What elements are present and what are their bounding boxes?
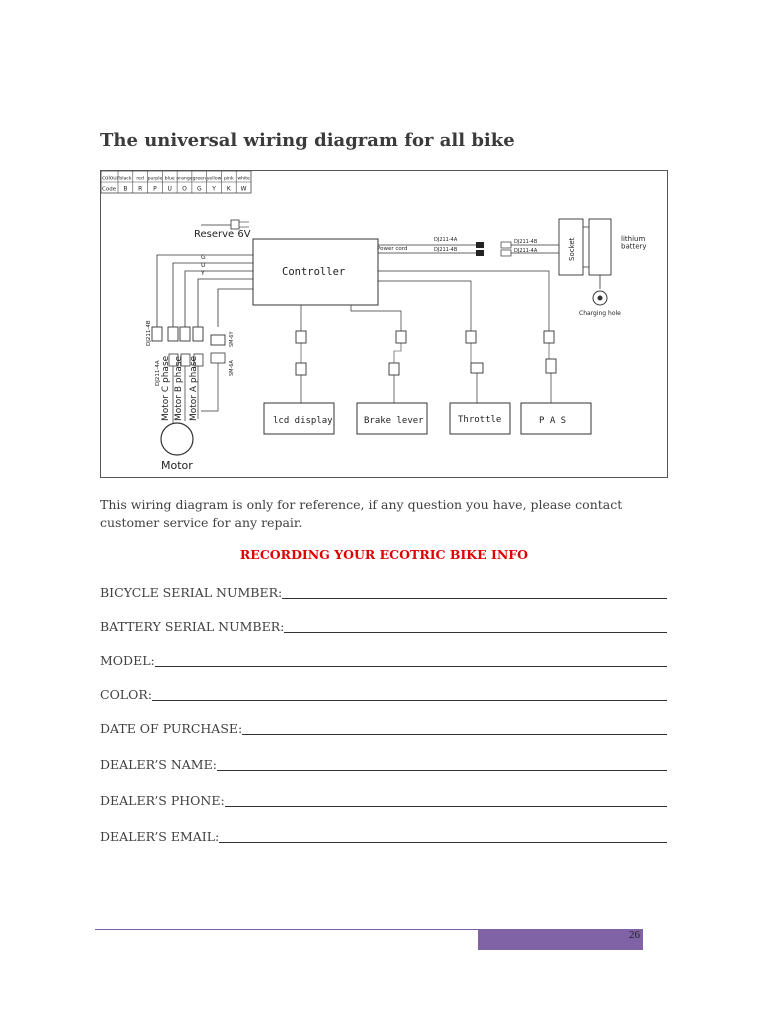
reserve-connector-icon bbox=[231, 220, 239, 229]
power-cord-label: Power cord bbox=[377, 246, 408, 252]
power-connector-icon bbox=[476, 242, 484, 248]
colour-name: black bbox=[119, 176, 132, 182]
motor-a-phase: Motor A phase bbox=[189, 355, 199, 421]
throttle-label: Throttle bbox=[458, 415, 502, 425]
brake-lever-label: Brake lever bbox=[364, 416, 424, 426]
socket-label: Socket bbox=[568, 237, 576, 261]
info-field-label: COLOR: bbox=[100, 687, 152, 702]
battery-connector-label: DJ211-4B bbox=[434, 247, 458, 253]
phase-g: G bbox=[201, 254, 206, 261]
colour-code: U bbox=[167, 185, 172, 193]
colour-name: white bbox=[237, 176, 250, 182]
colour-name: yellow bbox=[206, 176, 222, 182]
info-field[interactable] bbox=[100, 717, 667, 737]
info-field-label: DEALER’S NAME: bbox=[100, 757, 217, 772]
page-number: 26 bbox=[629, 929, 640, 941]
info-field-label: DATE OF PURCHASE: bbox=[100, 721, 243, 736]
info-field[interactable] bbox=[100, 581, 667, 601]
lcd-display-label: lcd display bbox=[273, 416, 333, 426]
info-field-line[interactable] bbox=[217, 770, 667, 771]
colour-name: pink bbox=[223, 176, 234, 182]
colour-code: K bbox=[226, 185, 231, 193]
battery-label: lithium battery bbox=[621, 235, 647, 251]
colour-header: colour bbox=[102, 175, 120, 182]
info-field-line[interactable] bbox=[225, 806, 667, 807]
battery-connector-label: DJ211-4A bbox=[434, 237, 458, 243]
colour-code: G bbox=[196, 185, 202, 193]
hall-connector-label: SM-6Y bbox=[229, 331, 235, 347]
info-field-label: DEALER’S PHONE: bbox=[100, 793, 225, 808]
info-field-line[interactable] bbox=[242, 734, 667, 735]
wiring-diagram bbox=[100, 170, 668, 478]
page-title: The universal wiring diagram for all bike bbox=[100, 130, 515, 151]
battery-box bbox=[589, 219, 611, 275]
hall-connector-icon bbox=[211, 335, 225, 345]
motor-c-phase: Motor C phase bbox=[161, 355, 171, 421]
wiring-diagram-svg bbox=[101, 171, 669, 479]
motor-connector-label: DJ211-4A bbox=[155, 360, 161, 386]
reference-note: This wiring diagram is only for reference, if any question you have, please contact customer service for any repair. bbox=[100, 497, 623, 530]
info-field[interactable] bbox=[100, 825, 667, 845]
motor-label: Motor bbox=[161, 459, 193, 472]
lcd-connector-icon bbox=[296, 331, 306, 343]
info-field-line[interactable] bbox=[152, 700, 667, 701]
colour-code: B bbox=[123, 185, 128, 193]
info-field[interactable] bbox=[100, 753, 667, 773]
motor-connector-icon bbox=[152, 327, 162, 341]
colour-code: P bbox=[153, 185, 157, 193]
motor-connector-icon bbox=[168, 327, 178, 341]
info-field[interactable] bbox=[100, 649, 667, 669]
info-field-line[interactable] bbox=[155, 666, 667, 667]
phase-y: Y bbox=[201, 270, 205, 277]
info-field-line[interactable] bbox=[282, 598, 667, 599]
info-field-line[interactable] bbox=[219, 842, 667, 843]
info-field-label: DEALER’S EMAIL: bbox=[100, 829, 220, 844]
info-field-label: BATTERY SERIAL NUMBER: bbox=[100, 619, 285, 634]
hall-connector-label: SM-6A bbox=[229, 360, 235, 376]
colour-code-table bbox=[101, 171, 251, 193]
brake-connector-icon bbox=[396, 331, 406, 343]
info-field[interactable] bbox=[100, 615, 667, 635]
colour-name: green bbox=[192, 176, 206, 182]
pas-connector-icon bbox=[544, 331, 554, 343]
controller-label: Controller bbox=[282, 266, 346, 278]
reserve-label: Reserve 6V bbox=[194, 229, 251, 240]
motor-connector-icon bbox=[180, 327, 190, 341]
info-field-line[interactable] bbox=[284, 632, 667, 633]
info-field[interactable] bbox=[100, 683, 667, 703]
colour-name: red bbox=[136, 176, 144, 182]
motor-connector-icon bbox=[193, 327, 203, 341]
motor-icon bbox=[161, 423, 193, 455]
colour-name: purple bbox=[147, 176, 163, 182]
colour-code: Y bbox=[212, 185, 216, 193]
motor-b-phase: Motor B phase bbox=[174, 355, 184, 421]
colour-name: orange bbox=[176, 176, 193, 182]
info-field-label: MODEL: bbox=[100, 653, 155, 668]
section-title: RECORDING YOUR ECOTRIC BIKE INFO bbox=[239, 547, 529, 562]
battery-connector-label: DJ211-4A bbox=[514, 248, 538, 254]
colour-code: W bbox=[240, 185, 247, 193]
colour-name: blue bbox=[164, 176, 175, 182]
battery-connector-label: DJ211-4B bbox=[514, 239, 538, 245]
colour-code: O bbox=[182, 185, 187, 193]
info-field[interactable] bbox=[100, 789, 667, 809]
pas-label: P A S bbox=[539, 416, 567, 426]
phase-u: U bbox=[201, 262, 206, 269]
power-connector-icon bbox=[476, 250, 484, 256]
charging-hole-label: Charging hole bbox=[579, 310, 621, 317]
info-field-label: BICYCLE SERIAL NUMBER: bbox=[100, 585, 283, 600]
code-header: Code bbox=[102, 186, 117, 193]
colour-code: R bbox=[138, 185, 143, 193]
motor-connector-label: DJ211-4B bbox=[146, 320, 152, 346]
throttle-connector-icon bbox=[466, 331, 476, 343]
